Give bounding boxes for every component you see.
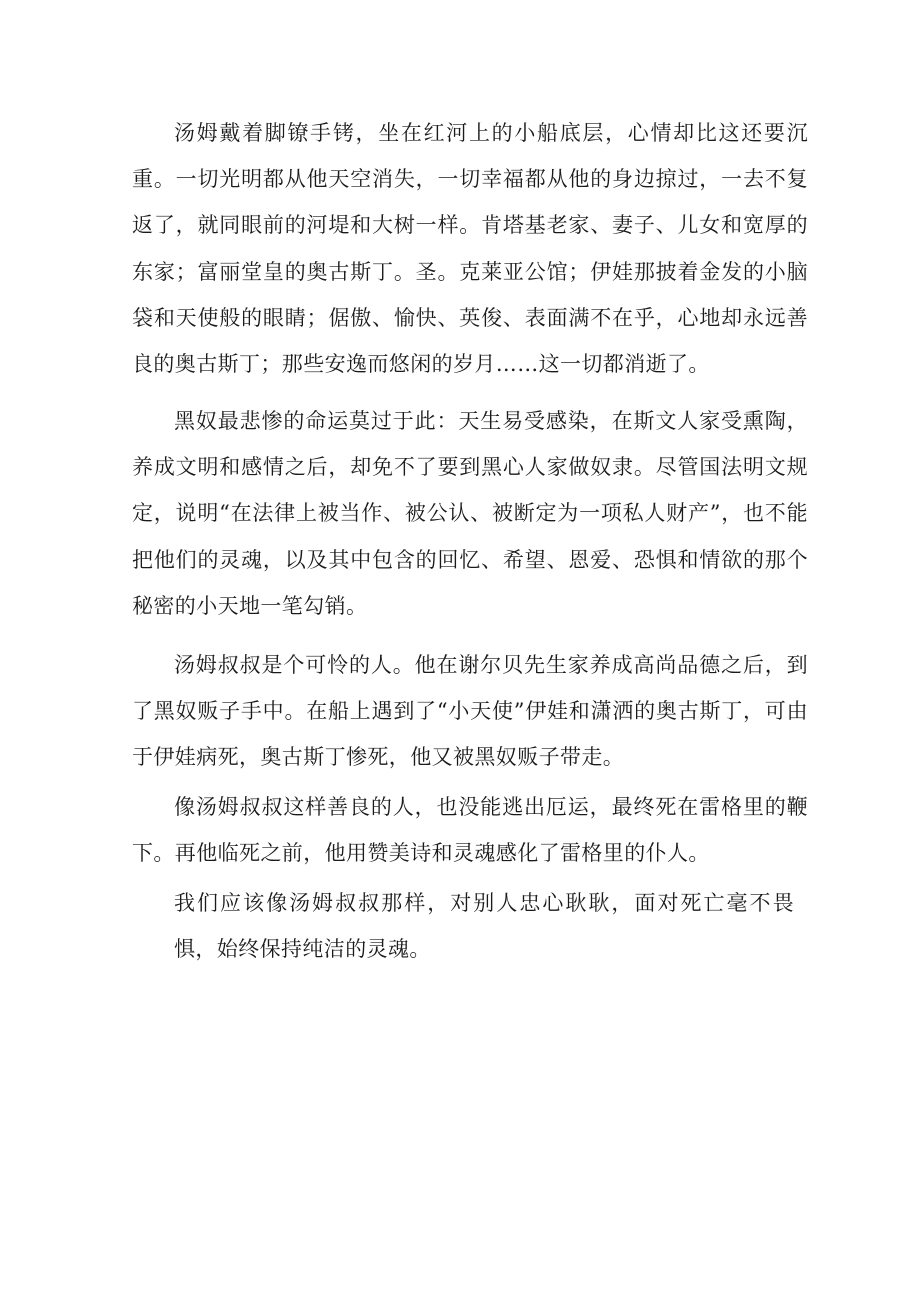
paragraph-1: 汤姆戴着脚镣手铐，坐在红河上的小船底层，心情却比这还要沉重。一切光明都从他天空消失，一切幸福都从他的身边掠过，一去不复返了，就同眼前的河堤和大树一样。肯塔基老家、妻子、儿女和宽厚的东家；富丽堂皇的奥古斯丁。圣。克莱亚公馆；伊娃那披着金发的小脑袋和天使般的眼睛；倨傲、愉快、英俊、表面满不在乎，心地却永远善良的奥古斯丁；那些安逸而悠闲的岁月……这一切都消逝了。 bbox=[132, 121, 808, 377]
paragraph-4: 像汤姆叔叔这样善良的人，也没能逃出厄运，最终死在雷格里的鞭下。再他临死之前，他用赞美诗和灵魂感化了雷格里的仆人。 bbox=[132, 795, 808, 866]
paragraph-2: 黑奴最悲惨的命运莫过于此：天生易受感染，在斯文人家受熏陶，养成文明和感情之后，却免不了要到黑心人家做奴隶。尽管国法明文规定，说明“在法律上被当作、被公认、被断定为一项私人财产”，也不能把他们的灵魂，以及其中包含的回忆、希望、恩爱、恐惧和情欲的那个秘密的小天地一笔勾销。 bbox=[132, 409, 808, 618]
paragraph-5: 我们应该像汤姆叔叔那样，对别人忠心耿耿，面对死亡毫不畏惧，始终保持纯洁的灵魂。 bbox=[174, 891, 794, 962]
paragraph-3: 汤姆叔叔是个可怜的人。他在谢尔贝先生家养成高尚品德之后，到了黑奴贩子手中。在船上遇到了“小天使”伊娃和潇洒的奥古斯丁，可由于伊娃病死，奥古斯丁惨死，他又被黑奴贩子带走。 bbox=[132, 653, 808, 770]
